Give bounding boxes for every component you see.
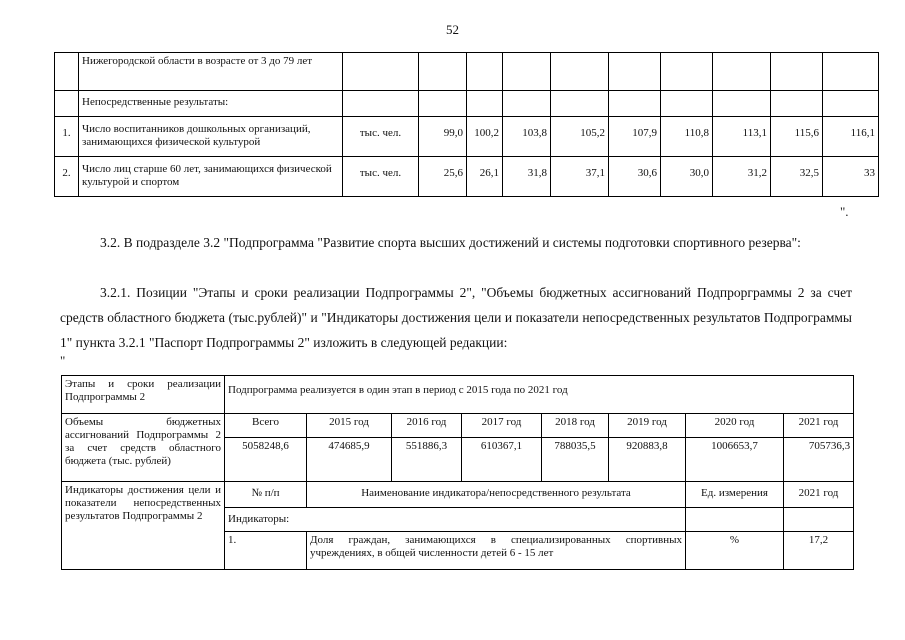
unit-cell <box>343 91 419 117</box>
value-cell: 99,0 <box>419 117 467 157</box>
budget-header: 2021 год <box>784 414 854 438</box>
budget-value: 705736,3 <box>784 438 854 482</box>
value-cell <box>609 53 661 91</box>
value-cell <box>771 91 823 117</box>
value-cell: 113,1 <box>713 117 771 157</box>
value-cell: 33 <box>823 157 879 197</box>
value-cell: 26,1 <box>467 157 503 197</box>
ind-row-value: 17,2 <box>784 532 854 570</box>
budget-value: 1006653,7 <box>686 438 784 482</box>
budget-header: 2017 год <box>462 414 542 438</box>
ind-header-name: Наименование индикатора/непосредственного результата <box>307 482 686 508</box>
value-cell: 31,8 <box>503 157 551 197</box>
unit-cell: тыс. чел. <box>343 117 419 157</box>
budget-label: Объемы бюджетных ассигнований Подпрограммы 2 за счет средств областного бюджета (тыс. рублей) <box>62 414 225 482</box>
stages-label: Этапы и сроки реализации Подпрограммы 2 <box>62 376 225 414</box>
value-cell <box>419 53 467 91</box>
budget-header: 2015 год <box>307 414 392 438</box>
value-cell <box>823 53 879 91</box>
value-cell: 30,6 <box>609 157 661 197</box>
indicator-name: Число лиц старше 60 лет, занимающихся физической культурой и спортом <box>79 157 343 197</box>
passport-table <box>61 375 854 570</box>
value-cell <box>713 91 771 117</box>
value-cell <box>419 91 467 117</box>
table-row <box>55 53 879 91</box>
budget-value: 610367,1 <box>462 438 542 482</box>
unit-cell: тыс. чел. <box>343 157 419 197</box>
value-cell: 116,1 <box>823 117 879 157</box>
value-cell: 110,8 <box>661 117 713 157</box>
ind-header-year: 2021 год <box>784 482 854 508</box>
ind-row-unit: % <box>686 532 784 570</box>
budget-header: 2016 год <box>392 414 462 438</box>
budget-value: 920883,8 <box>609 438 686 482</box>
budget-header: 2020 год <box>686 414 784 438</box>
value-cell <box>551 53 609 91</box>
empty-cell <box>686 508 784 532</box>
opening-quote: " <box>60 353 66 368</box>
page-number: 52 <box>446 22 459 37</box>
unit-cell <box>343 53 419 91</box>
value-cell <box>503 53 551 91</box>
indicator-name: Число воспитанников дошкольных организаций, занимающихся физической культурой <box>79 117 343 157</box>
budget-value: 5058248,6 <box>225 438 307 482</box>
row-number <box>55 53 79 91</box>
stages-text: Подпрограмма реализуется в один этап в период с 2015 года по 2021 год <box>225 376 854 414</box>
table-row <box>55 157 879 197</box>
value-cell: 115,6 <box>771 117 823 157</box>
budget-value: 474685,9 <box>307 438 392 482</box>
value-cell: 105,2 <box>551 117 609 157</box>
value-cell: 32,5 <box>771 157 823 197</box>
table-row <box>55 117 879 157</box>
table-row <box>62 482 854 508</box>
row-number: 1. <box>55 117 79 157</box>
value-cell: 30,0 <box>661 157 713 197</box>
ind-row-number: 1. <box>225 532 307 570</box>
paragraph-3-2-1: 3.2.1. Позиции "Этапы и сроки реализации Подпрограммы 2", "Объемы бюджетных ассигнований Подпрорграммы 2 за счет средств областного бюджета (тыс.рублей)" и "Индикаторы достижения цели и показатели непосредственных результатов Подпрограммы 1" пункта 3.2.1 "Паспорт Подпрограммы 2" изложить в следующей редакции: <box>60 285 852 350</box>
value-cell <box>467 53 503 91</box>
indicators-label: Индикаторы достижения цели и показатели непосредственных результатов Подпрограммы 2 <box>62 482 225 570</box>
closing-quote: ". <box>840 204 849 219</box>
value-cell <box>609 91 661 117</box>
value-cell: 31,2 <box>713 157 771 197</box>
ind-row-name: Доля граждан, занимающихся в специализированных спортивных учреждениях, в общей численности детей 6 - 15 лет <box>307 532 686 570</box>
table-row <box>55 91 879 117</box>
budget-value: 788035,5 <box>542 438 609 482</box>
budget-header: 2018 год <box>542 414 609 438</box>
ind-header-unit: Ед. измерения <box>686 482 784 508</box>
indicator-name: Нижегородской области в возрасте от 3 до 79 лет <box>79 53 343 91</box>
value-cell <box>503 91 551 117</box>
value-cell <box>823 91 879 117</box>
row-number: 2. <box>55 157 79 197</box>
budget-value: 551886,3 <box>392 438 462 482</box>
value-cell: 107,9 <box>609 117 661 157</box>
value-cell: 25,6 <box>419 157 467 197</box>
value-cell <box>551 91 609 117</box>
table-row <box>62 414 854 438</box>
value-cell <box>661 53 713 91</box>
value-cell <box>467 91 503 117</box>
section-label: Непосредственные результаты: <box>79 91 343 117</box>
value-cell <box>713 53 771 91</box>
ind-header-num: № п/п <box>225 482 307 508</box>
empty-cell <box>784 508 854 532</box>
ind-section-label: Индикаторы: <box>225 508 686 532</box>
value-cell: 100,2 <box>467 117 503 157</box>
value-cell <box>661 91 713 117</box>
paragraph-3-2: 3.2. В подразделе 3.2 "Подпрограмма "Развитие спорта высших достижений и системы подготовки спортивного резерва": <box>100 235 801 250</box>
value-cell <box>771 53 823 91</box>
value-cell: 103,8 <box>503 117 551 157</box>
value-cell: 37,1 <box>551 157 609 197</box>
budget-header: 2019 год <box>609 414 686 438</box>
table-row <box>62 376 854 414</box>
budget-header: Всего <box>225 414 307 438</box>
row-number <box>55 91 79 117</box>
indicators-continuation-table <box>54 52 879 197</box>
